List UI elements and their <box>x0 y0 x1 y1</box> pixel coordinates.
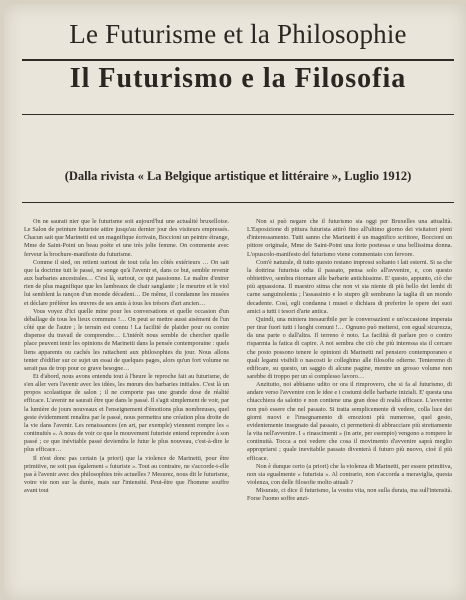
document-page <box>4 4 466 600</box>
source-line: (Dalla rivista « La Belgique artistique et littéraire », Luglio 1912) <box>64 169 412 183</box>
paragraph: Non è dunque certo (a priori) che la violenza di Marinetti, per essere primitiva, non sia egualmente « futurista ». Al contrario, non s'accorda a meraviglia, questa violenza, con delle filosofie molto attuali ? <box>247 462 452 486</box>
divider-bottom <box>22 202 454 203</box>
paragraph: Anzitutto, noi abbiamo udito or ora il rimprovero, che si fa al futurismo, di andare verso l'avvenire con le idee e i costumi delle barbarie iniziali. E' questa una chiacchiera da salotto e non contiene una gran dose di realtà efficace. L'avvenire non può essere che nel passato. Si tratta semplicemente di vedere, colla luce dei giorni nuovi e l'insegnamento di emozioni più numerose, quel gesto, evidentemente insegnato dal passato, ci permetterà di abbracciare più strettamente la vita nell'avvenire. I « rinascimenti » (in arte, per esempio) vengono a rompere le continuità. Tocca a noi vedere che cosa il movimento d'avvenire saprà meglio appropriarsi ; quale inevitabile passato diventerà il futuro più nuovo, cioè il più efficace. <box>247 381 452 462</box>
title-italian: Il Futurismo e la Filosofia <box>69 63 407 94</box>
paragraph: Quindi, una miniera inesauribile per le conversazioni e un'occasione imperata per tirar fuori tutti i luoghi comuni !… Ognuno può mettersi, con egual sicurezza, da una parte o dall'altra. Il terreno è noto. La facilità di parlare pro o contro risparmia la fatica di capire. A noi sembra che ciò che più interessa sia il cercare che posto possono tenere le opinioni di Marinetti nel pensiero contemporaneo e quali legami visibili o nascosti le colleghino alle filosofie odierne. Tenteremo di edificare, su questo, un saggio di alcune pagine, mentre un grosso volume non sarebbe di troppo per un sì complesso lavoro… <box>247 315 452 380</box>
title-french: Le Futurisme et la Philosophie <box>69 19 407 49</box>
divider-top <box>22 59 454 61</box>
divider-middle <box>22 114 454 115</box>
paragraph: On ne saurait nier que le futurisme soit aujourd'hui une actualité bruxelloise. Le Salon de peinture futuriste attire jusqu'au dernier jour des visiteurs empressés. Chacun sait que Marinetti est un magnifique écrivain, Boccioni un peintre étrange, Mme de Saint-Point un beau poète et une très jolie femme. On commente avec ferveur la brochure-manifeste du futurisme. <box>24 218 229 258</box>
paragraph: Com'è naturale, di tutto questo restano impressi soltanto i lati esterni. Si sa che la dottrina futurista odia il passato, pensa solo all'avvenire, e, con questo obbiettivo, sembra ritornare alle barbarie antichissime. E' questo, appunto, ciò che più appassiona. Il maestro stima che non vi sia niente di più bello dei lembi di carne sanguinolenta ; l'assassinio e lo stupro gli sembrano la taglia di un mondo decadente. Così, egli condanna i musei e dichiara di preferire le opere dei suoi amici a tutti i tesori d'arte antica. <box>247 258 452 315</box>
paragraph: Il n'est donc pas certain (a priori) que la violence de Marinetti, pour être primitive, ne soit pas également « futuriste ». Tout au contraire, ne s'accorde-t-elle pas à l'avenir avec des philosophies très actuelles ? Mesurez, nous dit le futurisme, votre vie non sur la durée, mais sur l'intensité. Peut-être que l'homme souffre avant tout <box>24 454 229 495</box>
paragraph: Misurate, ci dice il futurismo, la vostra vita, non sulla durata, ma sull'intensità. Forse l'uomo soffre anzi- <box>247 487 452 503</box>
italian-text-column <box>247 218 452 598</box>
paragraph: Et d'abord, nous avons entendu tout à l'heure le reproche fait au futurisme, de s'en aller vers l'avenir avec les idées, les mœurs des barbaries initiales. C'est là un propos scolastique de salon ; il ne comporte pas une grande dose de réalité efficace. L'avenir ne saurait être que dans le passé. Il s'agit simplement de voir, par la lumière de jours nouveaux et l'enseignement d'émotions plus nombreuses, quel geste évidemment renaîtra par le passé, nous permettra une création plus droite de la vie dans l'avenir. Les renaissances (en art, par exemple) viennent rompre les « continuités ». A nous de voir ce que le mouvement futuriste entend reprendre à son passé ; ce que inévitable passé deviendra le futur le plus nouveau, c'est-à-dire le plus efficace… <box>24 372 229 454</box>
paragraph: Comme il sied, on retient surtout de tout cela les côtés extérieurs … On sait que la doctrine tuit le passé, ne songe qu'à l'avenir et, dans ce but, semble revenir aux barbaries ancestrales… C'est là, surtout, ce qui passionne. Le maître d'entrer rien de plus magnifique que les lambeaux de chair sanglante ; le meurtre et le viol lui semblent la rançon d'un monde décadent… De même, il condamne les musées et déclare préférer les œuvres de ses amis à tous les trésors d'art ancien… <box>24 258 229 307</box>
paragraph: Non si può negare che il futurismo sia oggi per Bruxelles una attualità. L'Esposizione di pittura futurista attirò fino all'ultimo giorno dei visitatori pieni d'interessamento. Tutti sanno che Marinetti è un magnifico scrittore, Boccioni un pittore originale, Mme de Saint-Point una forte poetessa e una bellissima donna. L'opuscolo-manifesto del futurismo viene commentato con fervore. <box>247 218 452 258</box>
paragraph: Vous voyez d'ici quelle mine pour les conversations et quelle occasion d'un déballage de tous les lieux communs !… On peut se mettre aussi aisément de l'un côté que de l'autre ; le terrain est connu ! La facilité de plaider pour ou contre dispense du travail de comprendre… L'intérêt nous semble de chercher quelle place peuvent tenir les opinions de Marinetti dans la pensée contemporaine : quels liens apparents ou cachés les rattachent aux philosophies du jour. Nous allons tenter d'édifier sur ce sujet un essai de quelques pages, alors qu'un fort volume ne serait pas de trop pour ce grave besogne… <box>24 307 229 372</box>
french-text-column <box>24 218 229 598</box>
